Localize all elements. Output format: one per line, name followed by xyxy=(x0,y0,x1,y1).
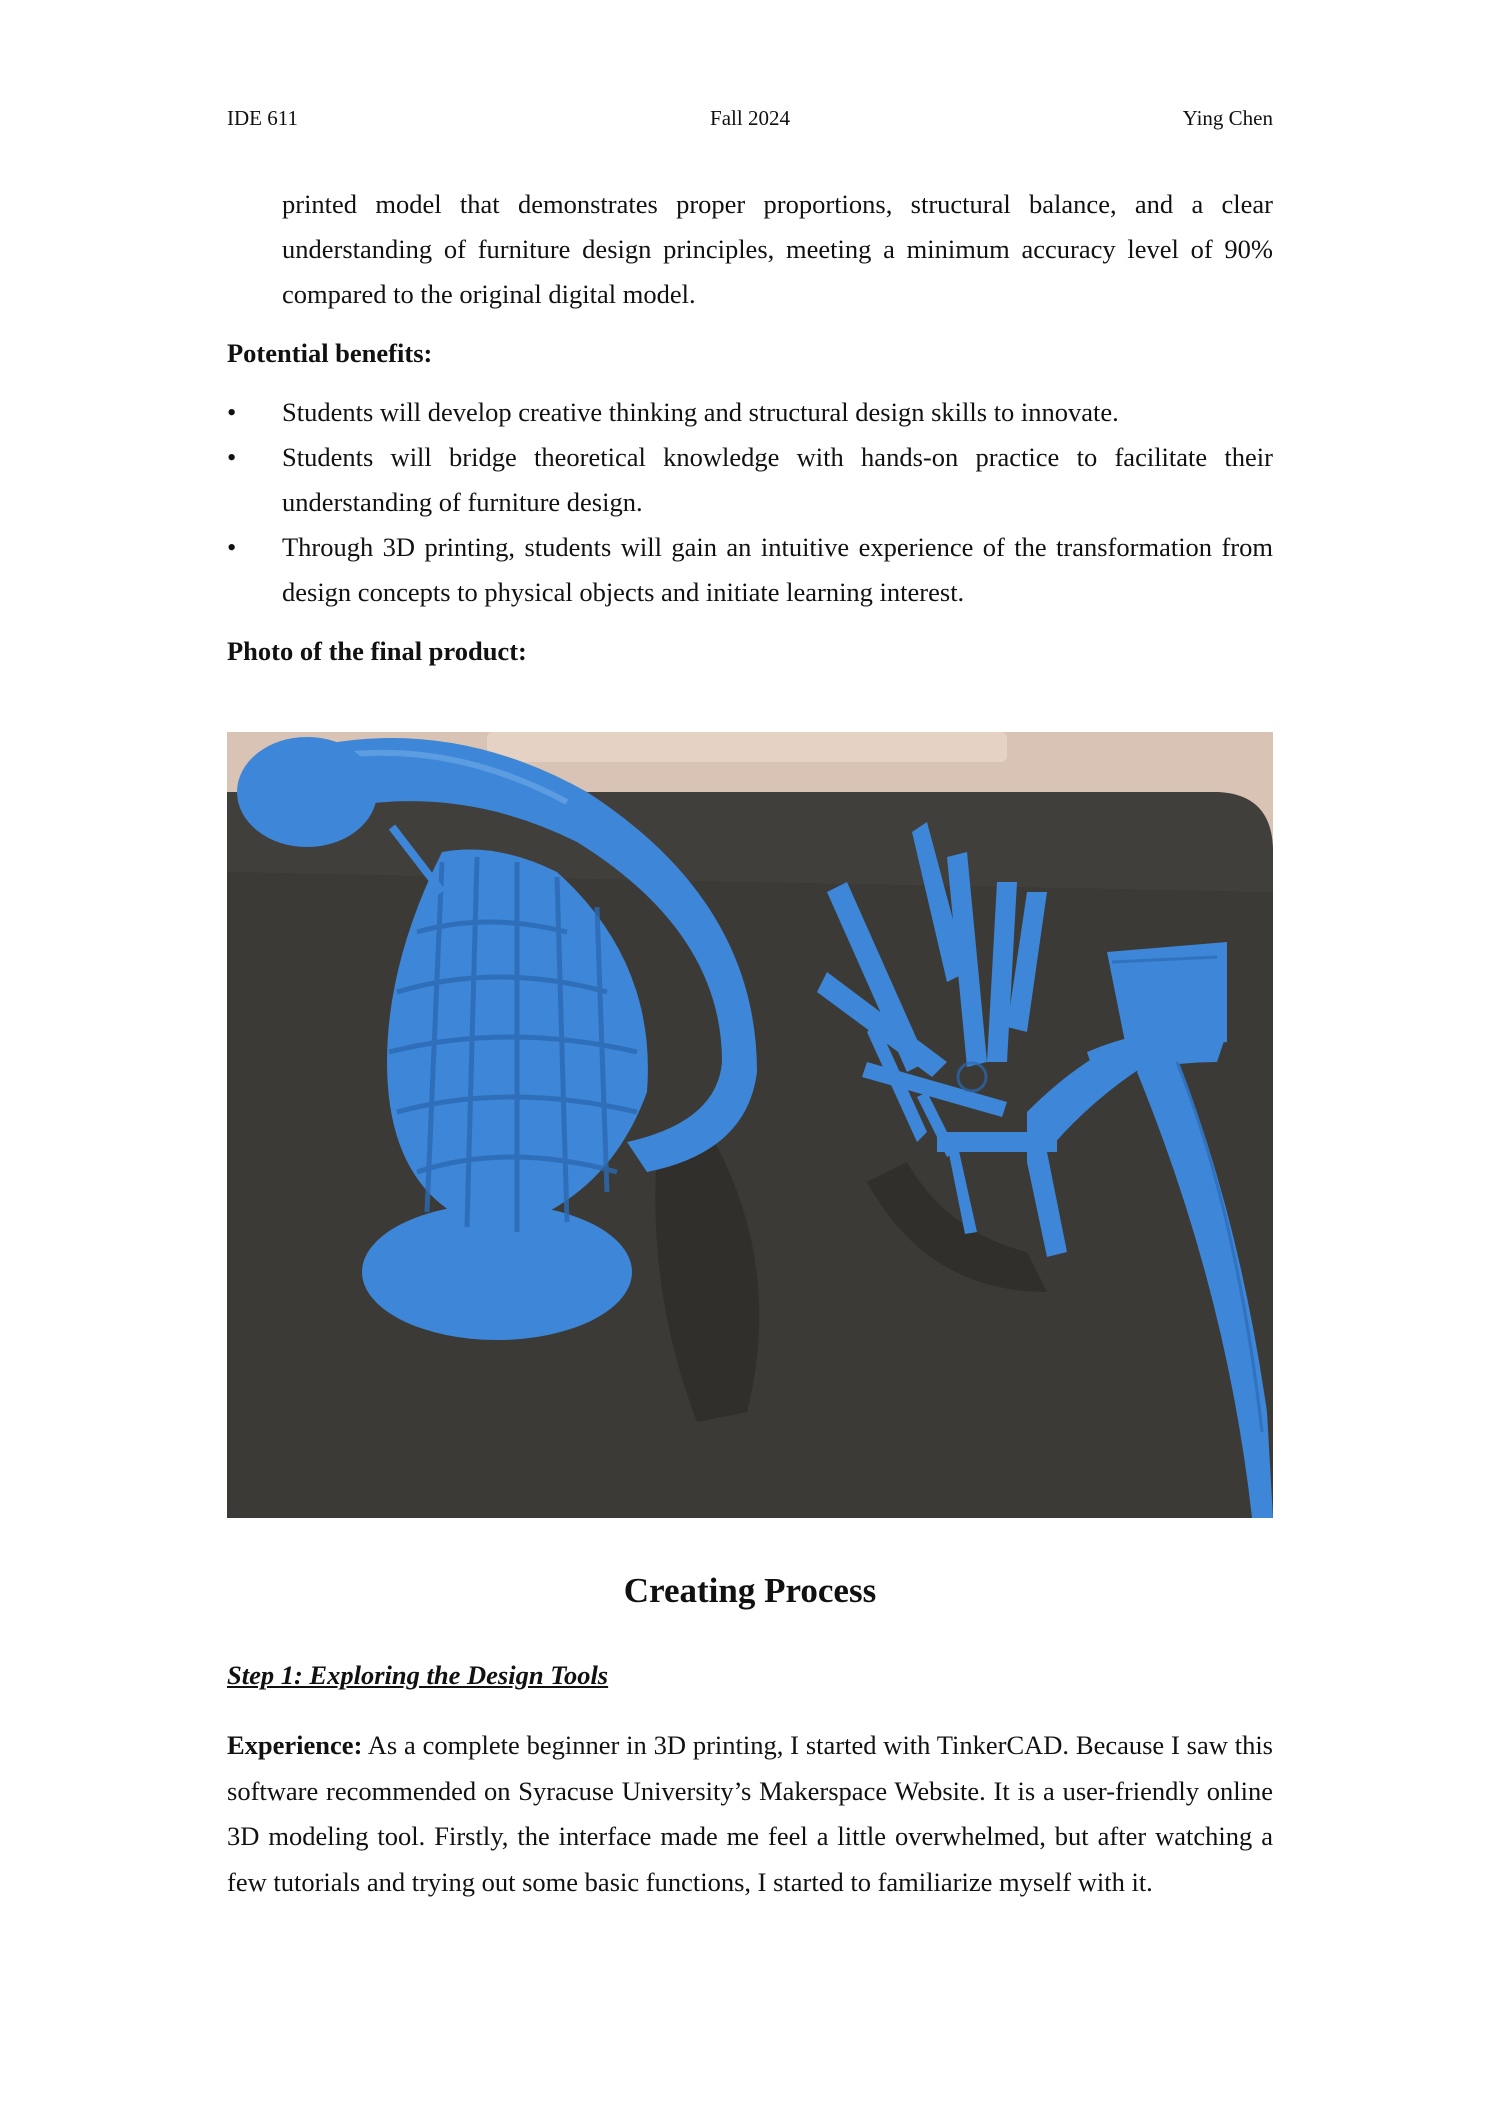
benefit-item: • Students will bridge theoretical knowledge with hands-on practice to facilitate their understanding of furniture design. xyxy=(227,435,1273,525)
photo-illustration xyxy=(227,732,1273,1518)
step-1-title: Step 1: Exploring the Design Tools xyxy=(227,1660,609,1690)
experience-paragraph xyxy=(227,1723,1273,1905)
laptop-edge xyxy=(487,732,1007,762)
experience-text: As a complete beginner in 3D printing, I started with TinkerCAD. Because I saw this software recommended on Syracuse University’s Makerspace Website. It is a user-friendly online 3D modeling tool. Firstly, the interface made me feel a little overwhelmed, but after watching a few tutorials and trying out some basic functions, I started to familiarize myself with it. xyxy=(227,1730,1273,1897)
content-top xyxy=(227,182,1273,688)
header-course: IDE 611 xyxy=(227,106,298,130)
print-bed xyxy=(227,792,1273,1518)
benefit-item: • Students will develop creative thinking and structural design skills to innovate. xyxy=(227,390,1273,435)
photo-label: Photo of the final product: xyxy=(227,636,527,666)
bullet-icon: • xyxy=(227,442,237,472)
continuation-paragraph: printed model that demonstrates proper proportions, structural balance, and a clear understanding of furniture design principles, meeting a minimum accuracy level of 90% compared to the original digital model. xyxy=(282,189,1273,309)
header-term: Fall 2024 xyxy=(710,106,790,130)
benefits-list xyxy=(227,390,1273,615)
section-title: Creating Process xyxy=(623,1571,877,1610)
bullet-icon: • xyxy=(227,397,237,427)
header-author: Ying Chen xyxy=(1182,106,1273,130)
bullet-icon: • xyxy=(227,532,237,562)
experience-label: Experience: xyxy=(227,1730,363,1760)
benefit-item: • Through 3D printing, students will gain an intuitive experience of the transformation from design concepts to physical objects and initiate learning interest. xyxy=(227,525,1273,615)
benefits-label: Potential benefits: xyxy=(227,338,433,368)
final-product-photo xyxy=(227,732,1273,1518)
page-header xyxy=(227,106,1273,136)
